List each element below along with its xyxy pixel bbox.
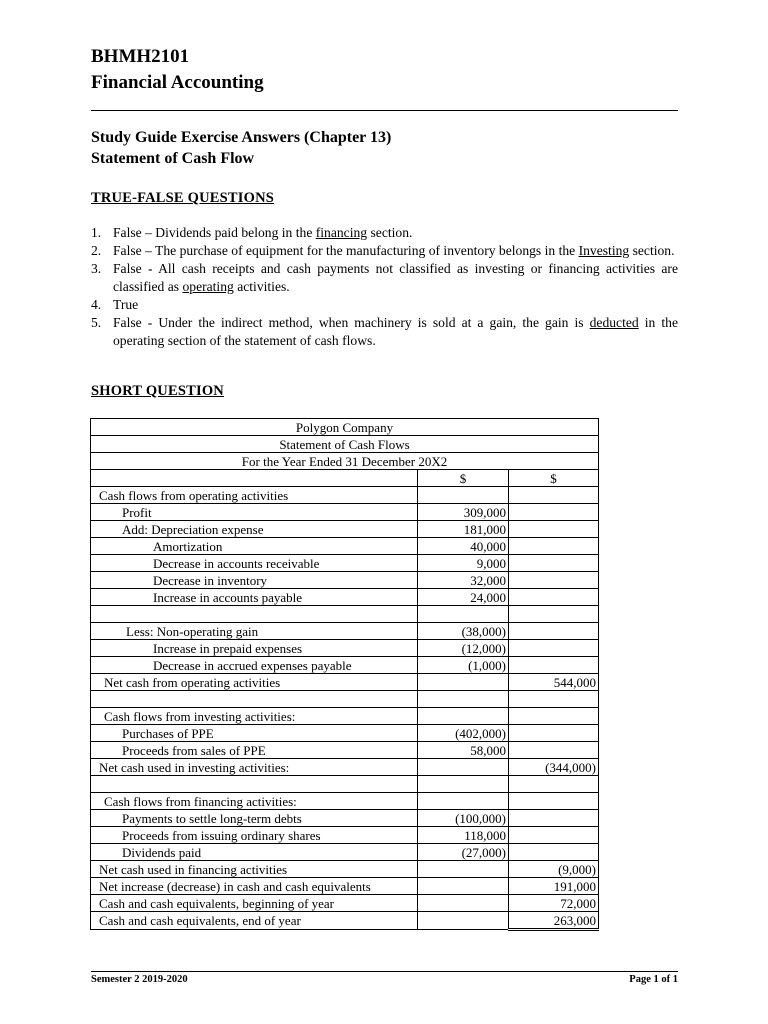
footer-divider — [91, 971, 678, 972]
row-label: Purchases of PPE — [91, 725, 418, 742]
row-label: Profit — [91, 504, 418, 521]
tf-item-number: 3. — [91, 261, 102, 276]
row-amount — [418, 878, 509, 895]
row-label: Cash and cash equivalents, beginning of year — [91, 895, 418, 912]
row-amount: 24,000 — [418, 589, 509, 606]
row-total: 72,000 — [509, 895, 599, 912]
row-total — [509, 572, 599, 589]
row-blank — [91, 776, 599, 793]
row-label: Amortization — [91, 538, 418, 555]
column-header-dollar: $ — [509, 470, 599, 487]
row-total: 263,000 — [509, 912, 599, 930]
row-net-financing — [91, 861, 599, 878]
investing-section-heading — [91, 708, 599, 725]
row-label: Proceeds from issuing ordinary shares — [91, 827, 418, 844]
row-label: Proceeds from sales of PPE — [91, 742, 418, 759]
course-code: BHMH2101 — [91, 46, 190, 67]
tf-item-5 — [91, 314, 678, 350]
row-label: Net increase (decrease) in cash and cash equivalents — [91, 878, 418, 895]
tf-item-text: False - Under the indirect method, when machinery is sold at a gain, the gain is deducted in the operating section of the statement of cash flows. — [113, 315, 678, 348]
row-accounts-receivable — [91, 555, 599, 572]
row-blank — [91, 691, 599, 708]
row-amount — [418, 606, 509, 623]
row-label: Cash flows from operating activities — [91, 487, 418, 504]
row-total — [509, 623, 599, 640]
row-amount — [418, 487, 509, 504]
row-total — [509, 640, 599, 657]
row-amount: 9,000 — [418, 555, 509, 572]
row-label: Net cash from operating activities — [91, 674, 418, 691]
tf-item-number: 1. — [91, 225, 102, 240]
row-inventory — [91, 572, 599, 589]
row-amount: 309,000 — [418, 504, 509, 521]
row-amount: (402,000) — [418, 725, 509, 742]
row-total — [509, 538, 599, 555]
row-label: Dividends paid — [91, 844, 418, 861]
statement-period: For the Year Ended 31 December 20X2 — [91, 453, 599, 470]
row-amount: (12,000) — [418, 640, 509, 657]
row-total — [509, 504, 599, 521]
tf-item-4 — [91, 296, 678, 314]
row-non-operating-gain — [91, 623, 599, 640]
row-amount: (38,000) — [418, 623, 509, 640]
row-proceeds-shares — [91, 827, 599, 844]
row-blank — [91, 606, 599, 623]
row-label: Decrease in accrued expenses payable — [91, 657, 418, 674]
row-net-investing — [91, 759, 599, 776]
row-prepaid-expenses — [91, 640, 599, 657]
footer-page-number: Page 1 of 1 — [629, 974, 678, 985]
tf-item-text: False – The purchase of equipment for the manufacturing of inventory belongs in the Investing section. — [113, 243, 675, 258]
row-total — [509, 606, 599, 623]
row-net-operating — [91, 674, 599, 691]
row-amount: 58,000 — [418, 742, 509, 759]
row-label: Decrease in inventory — [91, 572, 418, 589]
course-name: Financial Accounting — [91, 72, 264, 93]
row-total — [509, 844, 599, 861]
row-amount — [418, 776, 509, 793]
row-total — [509, 691, 599, 708]
row-amount — [418, 793, 509, 810]
row-total — [509, 555, 599, 572]
row-label: Cash and cash equivalents, end of year — [91, 912, 418, 930]
row-total — [509, 827, 599, 844]
row-amount: 181,000 — [418, 521, 509, 538]
row-total — [509, 793, 599, 810]
row-amount: (100,000) — [418, 810, 509, 827]
tf-item-2 — [91, 242, 678, 260]
page-title: Study Guide Exercise Answers (Chapter 13) — [91, 129, 392, 146]
row-amount: (27,000) — [418, 844, 509, 861]
row-amount: 40,000 — [418, 538, 509, 555]
row-label — [91, 776, 418, 793]
row-total: 544,000 — [509, 674, 599, 691]
row-label: Add: Depreciation expense — [91, 521, 418, 538]
row-amount — [418, 895, 509, 912]
row-depreciation — [91, 521, 599, 538]
tf-item-text: False – Dividends paid belong in the financing section. — [113, 225, 413, 240]
statement-company: Polygon Company — [91, 419, 599, 436]
row-total — [509, 589, 599, 606]
row-label: Net cash used in investing activities: — [91, 759, 418, 776]
page-subtitle: Statement of Cash Flow — [91, 150, 255, 167]
column-header-dollar: $ — [418, 470, 509, 487]
cash-flow-statement-table — [90, 418, 599, 931]
tf-item-1 — [91, 224, 678, 242]
row-amount — [418, 861, 509, 878]
statement-title: Statement of Cash Flows — [91, 436, 599, 453]
tf-item-number: 4. — [91, 297, 102, 312]
header-divider — [91, 110, 678, 111]
row-amount: (1,000) — [418, 657, 509, 674]
row-label: Net cash used in financing activities — [91, 861, 418, 878]
row-label: Increase in prepaid expenses — [91, 640, 418, 657]
row-amount: 32,000 — [418, 572, 509, 589]
row-total — [509, 487, 599, 504]
row-amount — [418, 708, 509, 725]
row-total — [509, 708, 599, 725]
true-false-list — [91, 224, 678, 350]
row-accrued-expenses — [91, 657, 599, 674]
row-total — [509, 776, 599, 793]
footer-semester: Semester 2 2019-2020 — [91, 974, 188, 985]
row-amount — [418, 691, 509, 708]
row-total: (9,000) — [509, 861, 599, 878]
row-label — [91, 606, 418, 623]
row-label: Less: Non-operating gain — [91, 623, 418, 640]
row-payments-debts — [91, 810, 599, 827]
row-total — [509, 810, 599, 827]
row-label: Increase in accounts payable — [91, 589, 418, 606]
tf-item-text: False - All cash receipts and cash payments not classified as investing or financing activities are classified as operating activities. — [113, 261, 678, 294]
tf-item-text: True — [113, 297, 139, 312]
row-dividends — [91, 844, 599, 861]
row-label: Cash flows from investing activities: — [91, 708, 418, 725]
row-amount — [418, 674, 509, 691]
row-label — [91, 691, 418, 708]
row-net-increase — [91, 878, 599, 895]
row-profit — [91, 504, 599, 521]
tf-item-3 — [91, 260, 678, 296]
row-total — [509, 657, 599, 674]
row-amortization — [91, 538, 599, 555]
row-total: (344,000) — [509, 759, 599, 776]
row-accounts-payable — [91, 589, 599, 606]
row-total — [509, 725, 599, 742]
row-label: Decrease in accounts receivable — [91, 555, 418, 572]
row-total — [509, 742, 599, 759]
row-amount — [418, 759, 509, 776]
row-total: 191,000 — [509, 878, 599, 895]
row-amount: 118,000 — [418, 827, 509, 844]
financing-section-heading — [91, 793, 599, 810]
row-cash-beginning — [91, 895, 599, 912]
row-label: Cash flows from financing activities: — [91, 793, 418, 810]
short-question-heading: SHORT QUESTION — [91, 383, 224, 399]
row-proceeds-ppe — [91, 742, 599, 759]
row-cash-ending — [91, 912, 599, 930]
operating-section-heading — [91, 487, 599, 504]
row-total — [509, 521, 599, 538]
tf-item-number: 5. — [91, 315, 102, 330]
tf-item-number: 2. — [91, 243, 102, 258]
row-purchases-ppe — [91, 725, 599, 742]
true-false-heading: TRUE-FALSE QUESTIONS — [91, 190, 275, 206]
row-label: Payments to settle long-term debts — [91, 810, 418, 827]
row-amount — [418, 912, 509, 930]
